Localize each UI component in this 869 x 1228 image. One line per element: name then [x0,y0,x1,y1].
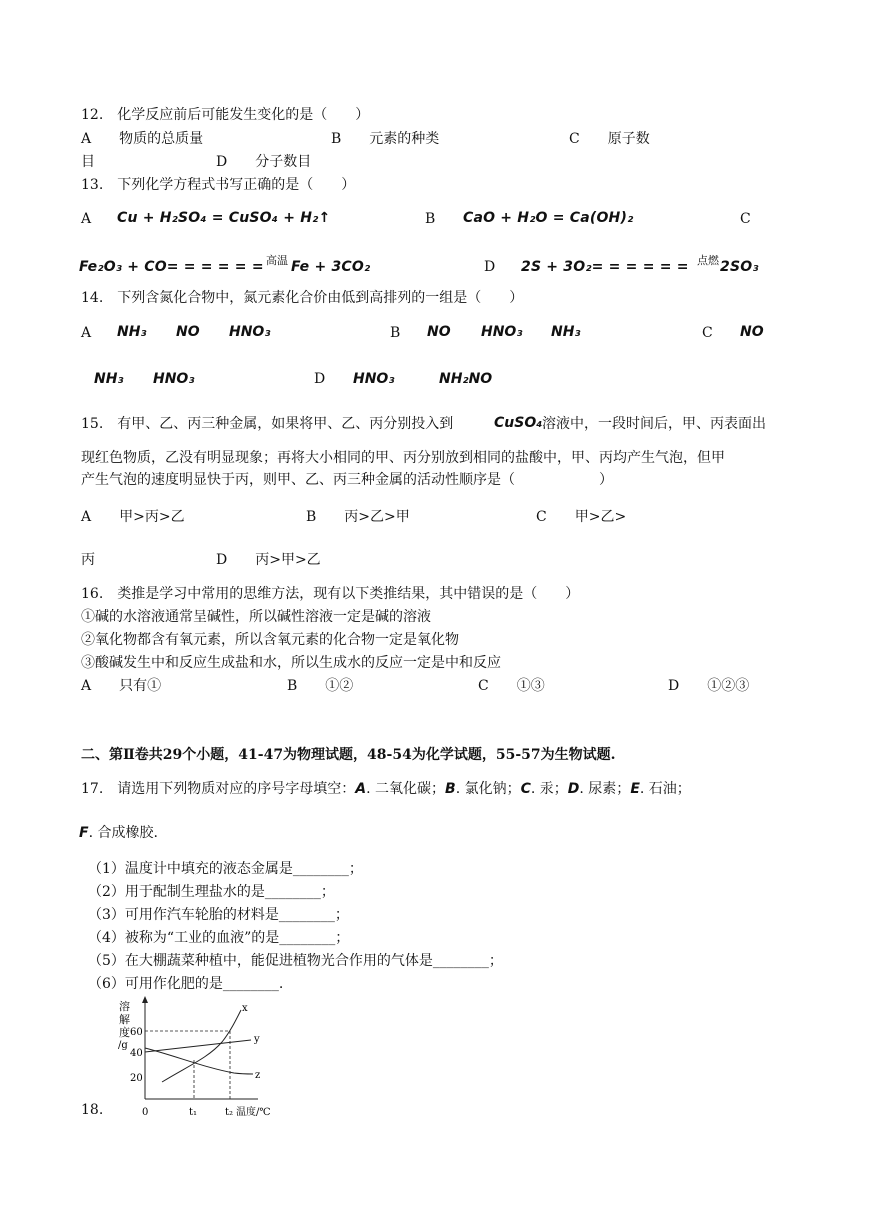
q16-option-a: A 只有① [81,678,162,694]
q13-option-c-letter: C [740,211,751,227]
q13-option-c-equation-left: Fe₂O₃ + CO= = = = = = [79,259,264,275]
q13-option-d-condition: 点燃 [697,254,719,267]
x-axis-label: 温度/℃ [236,1107,271,1118]
q16-stem: 16. 类推是学习中常用的思维方法，现有以下类推结果，其中错误的是（ ） [81,586,580,602]
q17-text-f: . 合成橡胶. [88,825,158,841]
q12-option-c-continued: 目 [81,154,95,170]
q15-line-1b: 溶液中，一段时间后，甲、丙表面出 [542,416,766,432]
q14-option-a-formula-3: HNO₃ [229,324,271,340]
q17-text-d: . 尿素； [579,781,631,797]
q13-option-d-equation-right: 2SO₃ [720,259,759,275]
q12-option-a: A 物质的总质量 [81,131,204,147]
q17-text-c: . 汞； [530,781,568,797]
q15-option-c-continued: 丙 [81,552,95,568]
y-axis-label-3: 度 [119,1026,130,1039]
q12-option-d: D 分子数目 [216,154,312,170]
q16-option-b: B ①② [287,678,354,694]
q13-option-b-equation: CaO + H₂O = Ca(OH)₂ [463,210,634,226]
y-axis-label-4: /g [118,1040,128,1051]
q15-formula: CuSO₄ [494,415,543,431]
q15-line-2: 现红色物质，乙没有明显现象；再将大小相同的甲、丙分别放到相同的盐酸中，甲、丙均产生气泡，但甲 [81,450,725,466]
q14-option-b-formula-1: NO [427,324,451,340]
q12-option-b: B 元素的种类 [331,131,440,147]
q17-letter-e: E [630,781,640,797]
q14-option-d-formula-1: HNO₃ [353,371,395,387]
y-axis-label-2: 解 [119,1013,130,1026]
section-2-heading: 二、第Ⅱ卷共29个小题，41-47为物理试题，48-54为化学试题，55-57为生物试题. [81,747,616,763]
q16-statement-1: ①碱的水溶液通常呈碱性，所以碱性溶液一定是碱的溶液 [81,609,431,625]
q16-option-c: C ①③ [478,678,545,694]
q15-line-3: 产生气泡的速度明显快于丙，则甲、乙、丙三种金属的活动性顺序是（ ） [81,472,613,488]
q14-option-b-formula-2: HNO₃ [481,324,523,340]
q14-option-c-letter: C [702,325,713,341]
y-tick-20: 20 [130,1073,143,1084]
q17-letter-f: F [79,825,89,841]
q13-option-a-equation: Cu + H₂SO₄ = CuSO₄ + H₂↑ [117,210,331,226]
q17-item-1: （1）温度计中填充的液态金属是________； [88,861,363,877]
y-tick-60: 60 [130,1027,143,1038]
solubility-curve-figure [110,996,300,1122]
q14-stem: 14. 下列含氮化合物中，氮元素化合价由低到高排列的一组是（ ） [81,290,524,306]
curve-y [145,1040,251,1052]
q17-text-a: . 二氧化碳； [366,781,446,797]
q16-statement-2: ②氧化物都含有氧元素，所以含氧元素的化合物一定是氧化物 [81,632,459,648]
q17-letter-c: C [520,781,531,797]
q13-option-d-letter: D [484,259,496,275]
q13-option-d-equation-left: 2S + 3O₂= = = = = = [521,259,689,275]
q17-item-4: （4）被称为“工业的血液”的是________； [88,930,350,946]
q17-item-5: （5）在大棚蔬菜种植中，能促进植物光合作用的气体是________； [88,953,503,969]
y-axis-arrow [142,996,148,1003]
q14-option-c-formula-3: HNO₃ [153,371,195,387]
q17-letter-a: A [355,781,367,797]
curve-label-x: x [242,1003,248,1014]
q17-letter-b: B [445,781,456,797]
curve-label-z: z [255,1070,261,1081]
q14-option-a-letter: A [81,325,92,341]
q17-stem-text: 17. 请选用下列物质对应的序号字母填空： [81,781,356,797]
q15-option-b: B 丙>乙>甲 [306,509,410,525]
q16-statement-3: ③酸碱发生中和反应生成盐和水，所以生成水的反应一定是中和反应 [81,655,501,671]
q17-item-6: （6）可用作化肥的是________. [88,976,284,992]
q17-stem [81,780,691,798]
origin-label: 0 [142,1107,149,1118]
q13-option-b-letter: B [425,211,436,227]
q14-option-b-letter: B [390,325,401,341]
q18-number: 18. [81,1102,104,1118]
q17-item-2: （2）用于配制生理盐水的是________； [88,884,335,900]
q13-stem: 13. 下列化学方程式书写正确的是（ ） [81,177,356,193]
q17-text-b: . 氯化钠； [455,781,521,797]
q17-letter-d: D [567,781,580,797]
q15-option-a: A 甲>丙>乙 [81,509,185,525]
q17-item-3: （3）可用作汽车轮胎的材料是________； [88,907,349,923]
q14-option-d-formula-2: NH₂NO [439,371,493,387]
q14-option-d-letter: D [314,371,326,387]
q15-option-c: C 甲>乙> [536,509,627,525]
q15-line-1a: 15. 有甲、乙、丙三种金属，如果将甲、乙、丙分别投入到 [81,416,454,432]
q13-option-a-letter: A [81,211,92,227]
y-axis-label-1: 溶 [119,1000,130,1013]
q14-option-a-formula-2: NO [176,324,200,340]
x-tick-t1: t₁ [189,1107,198,1118]
q12-stem: 12. 化学反应前后可能发生变化的是（ ） [81,107,370,123]
q14-option-c-formula-2: NH₃ [94,371,124,387]
x-tick-t2: t₂ [225,1107,234,1118]
y-tick-40: 40 [130,1048,143,1059]
q16-option-d: D ①②③ [668,678,750,694]
q15-option-d: D 丙>甲>乙 [216,552,321,568]
q14-option-c-formula-1: NO [740,324,764,340]
q13-option-c-equation-right: Fe + 3CO₂ [291,259,371,275]
q17-stem-continued [79,824,158,842]
q13-option-c-condition: 高温 [266,254,288,267]
q14-option-a-formula-1: NH₃ [117,324,147,340]
curve-label-y: y [254,1034,260,1045]
q12-option-c: C 原子数 [569,131,650,147]
q14-option-b-formula-3: NH₃ [551,324,581,340]
q17-text-e: . 石油； [639,781,691,797]
